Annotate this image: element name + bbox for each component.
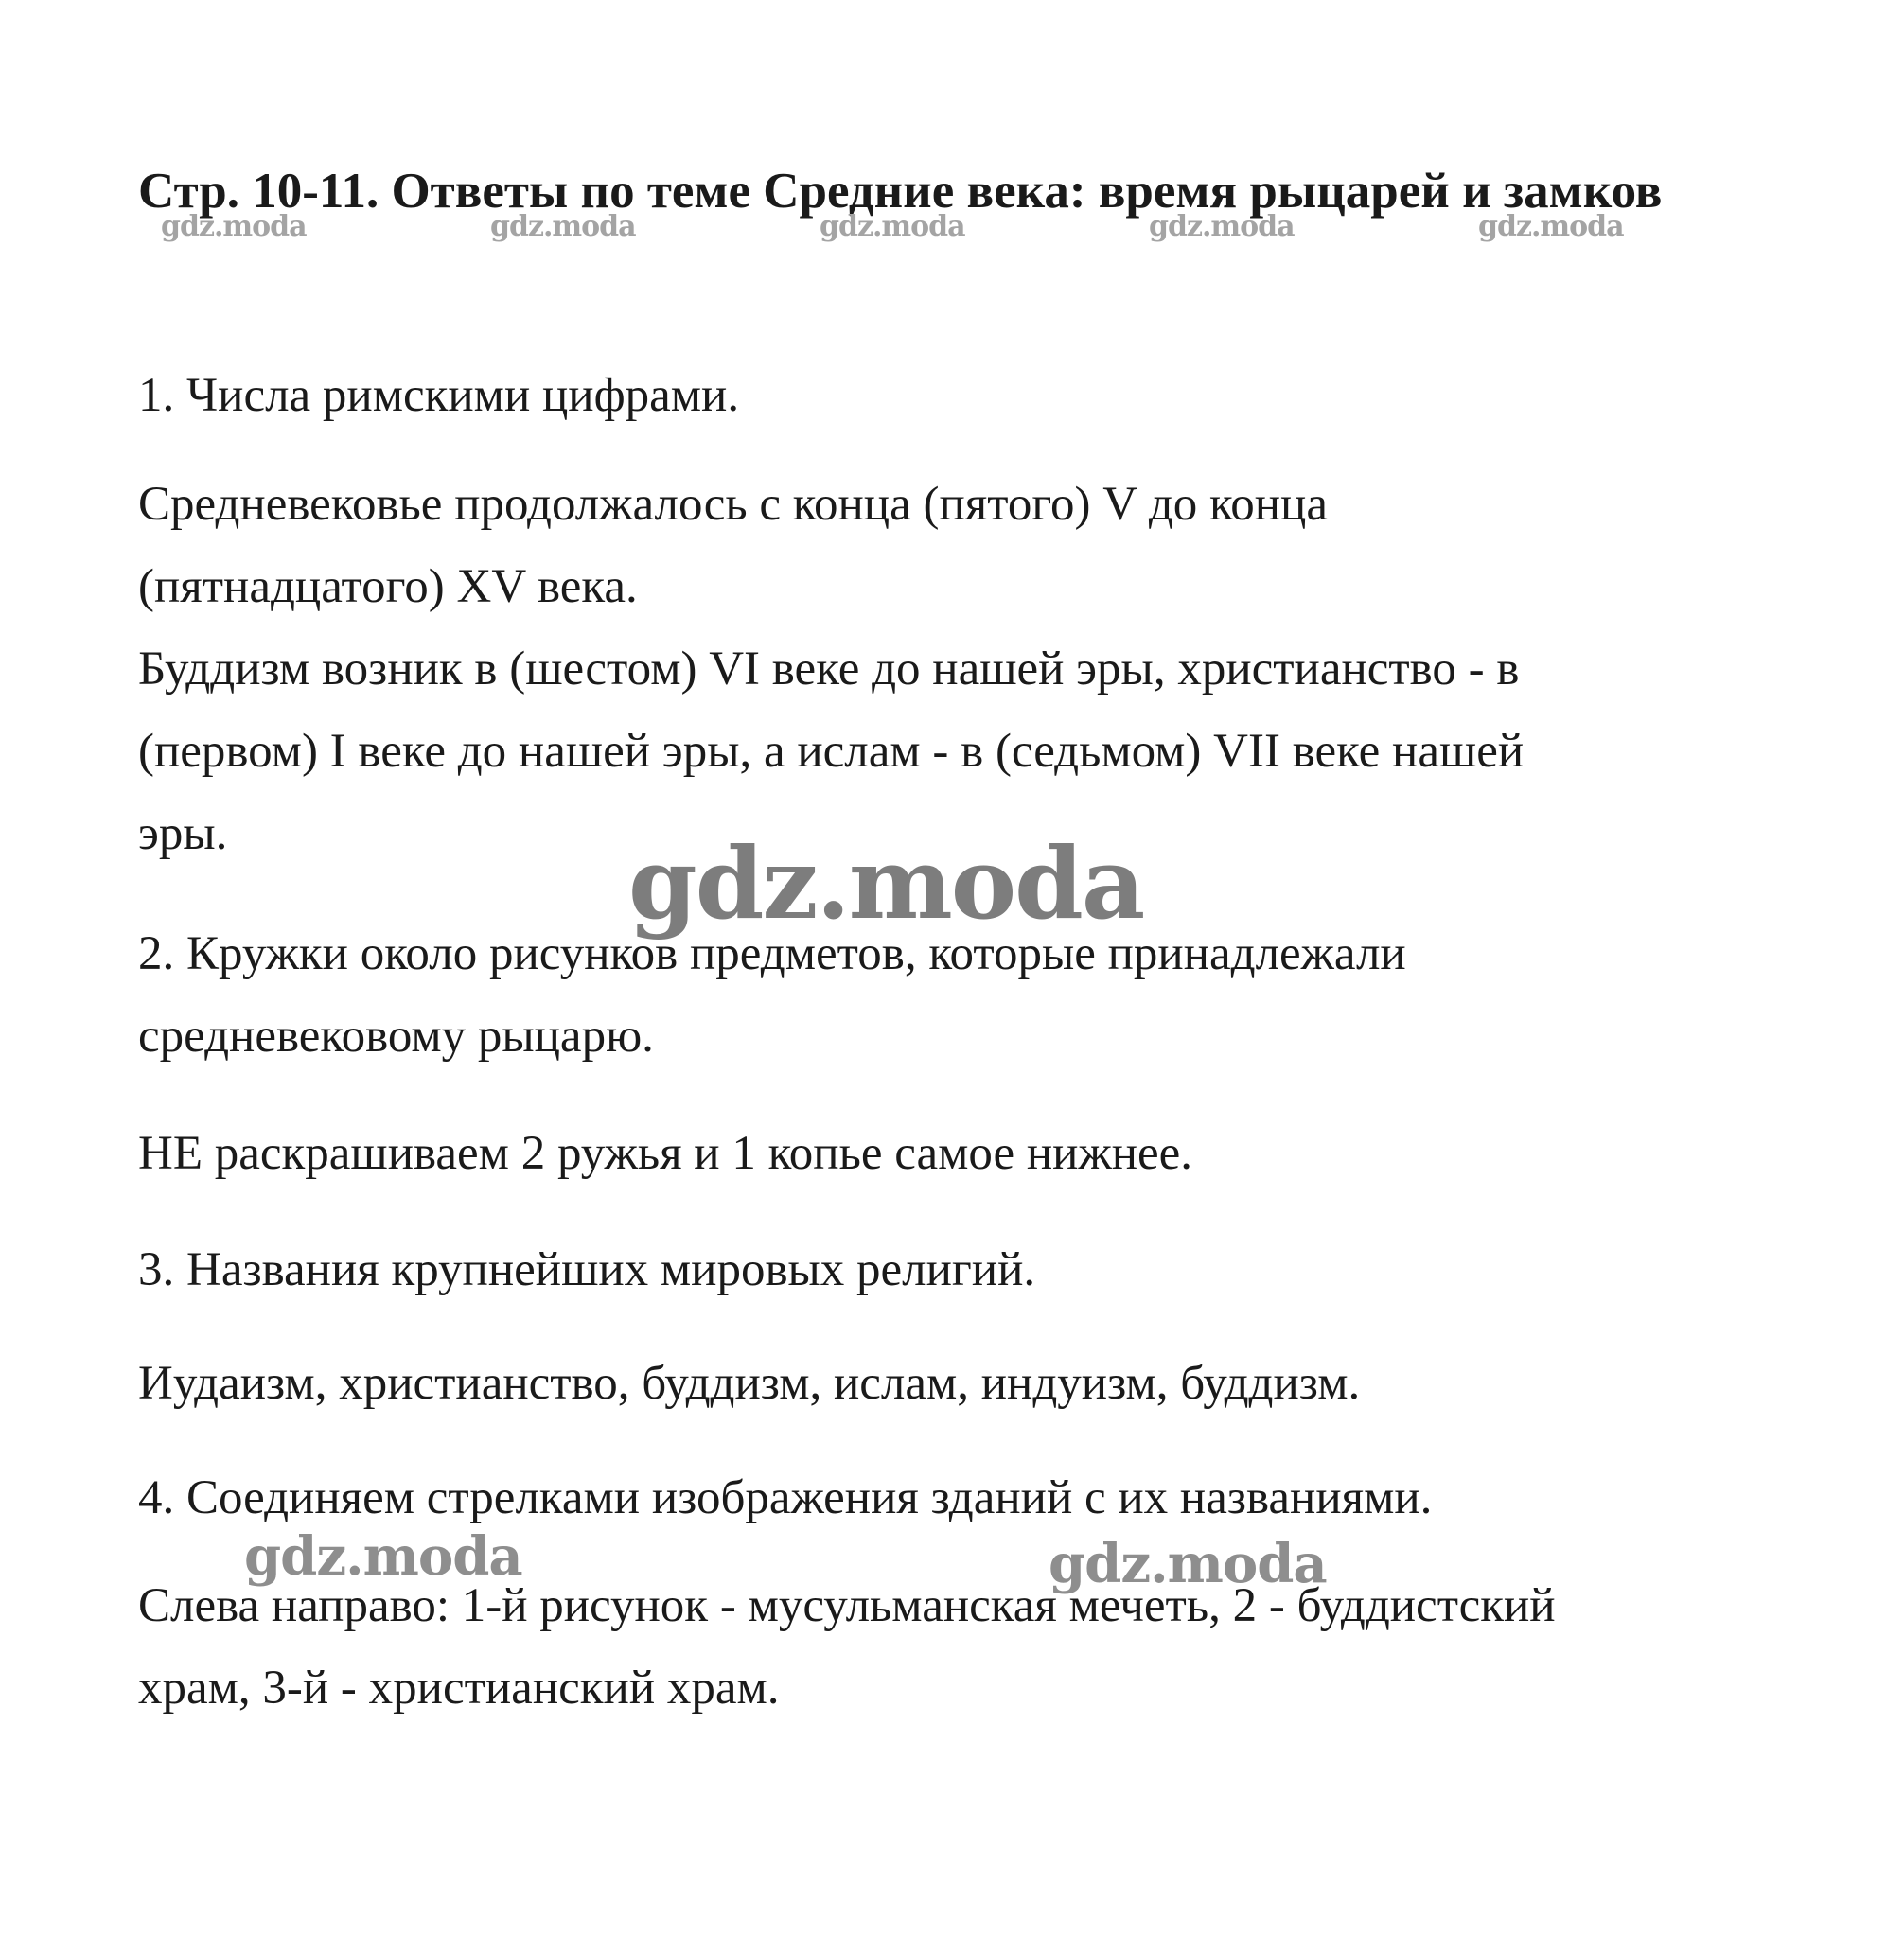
watermark: gdz.moda xyxy=(244,1525,522,1588)
answer-1-line-2: (пятнадцатого) XV века. xyxy=(138,560,638,613)
answer-4-line-1: Слева направо: 1-й рисунок - мусульманская мечеть, 2 - буддистский xyxy=(138,1579,1556,1632)
answer-1-line-5: эры. xyxy=(138,807,228,860)
question-3: 3. Названия крупнейших мировых религий. xyxy=(138,1243,1036,1296)
answer-4-line-2: храм, 3-й - христианский храм. xyxy=(138,1662,780,1715)
question-2-line-1: 2. Кружки около рисунков предметов, которые принадлежали xyxy=(138,927,1406,980)
watermark: gdz.moda xyxy=(1478,210,1624,243)
question-1: 1. Числа римскими цифрами. xyxy=(138,369,740,422)
question-2-line-2: средневековому рыцарю. xyxy=(138,1010,654,1063)
watermark-large: gdz.moda xyxy=(628,825,1144,942)
watermark: gdz.moda xyxy=(1049,1533,1327,1595)
answer-1-line-3: Буддизм возник в (шестом) VI веке до нашей эры, христианство - в xyxy=(138,642,1520,695)
watermark: gdz.moda xyxy=(1149,210,1295,243)
answer-2: НЕ раскрашиваем 2 ружья и 1 копье самое нижнее. xyxy=(138,1127,1193,1180)
answer-1-line-4: (первом) I веке до нашей эры, а ислам - в (седьмом) VII веке нашей xyxy=(138,725,1525,778)
answer-1-line-1: Средневековье продолжалось с конца (пятого) V до конца xyxy=(138,478,1328,531)
watermark: gdz.moda xyxy=(490,210,636,243)
watermark: gdz.moda xyxy=(820,210,965,243)
question-4: 4. Соединяем стрелками изображения зданий с их названиями. xyxy=(138,1471,1433,1524)
watermark: gdz.moda xyxy=(161,210,307,243)
page-title: Стр. 10-11. Ответы по теме Средние века: время рыцарей и замков xyxy=(138,164,1663,219)
answer-3: Иудаизм, христианство, буддизм, ислам, индуизм, буддизм. xyxy=(138,1357,1361,1410)
